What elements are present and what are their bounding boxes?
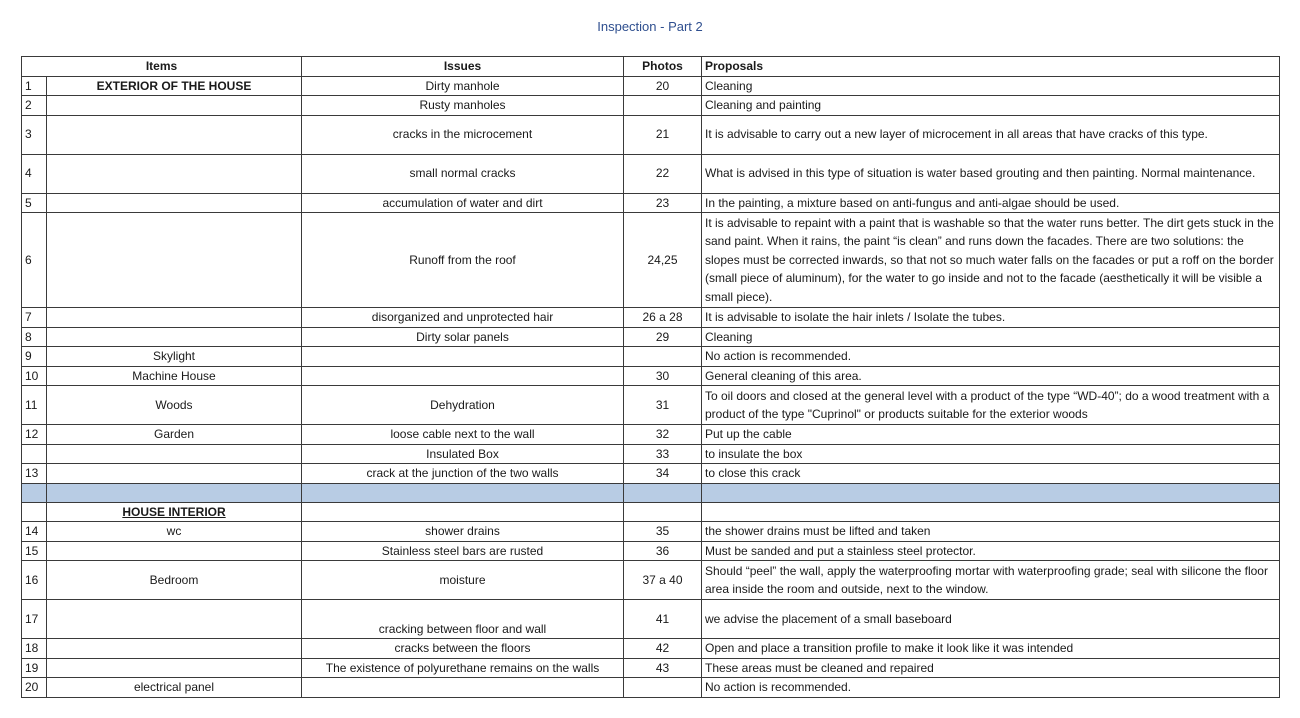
row-item <box>47 541 302 561</box>
row-item: Garden <box>47 425 302 445</box>
row-proposal: In the painting, a mixture based on anti-fungus and anti-algae should be used. <box>702 193 1280 213</box>
row-photos <box>624 502 702 522</box>
table-row <box>22 366 1280 386</box>
table-row <box>22 541 1280 561</box>
table-row <box>22 308 1280 328</box>
table-row <box>22 154 1280 193</box>
row-number: 2 <box>22 96 47 116</box>
row-issue: The existence of polyurethane remains on the walls <box>302 658 624 678</box>
row-number: 11 <box>22 386 47 425</box>
row-number: 4 <box>22 154 47 193</box>
row-photos <box>624 678 702 698</box>
row-item <box>47 658 302 678</box>
row-issue: Insulated Box <box>302 444 624 464</box>
row-item: wc <box>47 522 302 542</box>
row-photos: 22 <box>624 154 702 193</box>
row-number: 14 <box>22 522 47 542</box>
row-proposal: the shower drains must be lifted and taken <box>702 522 1280 542</box>
row-item <box>47 213 302 308</box>
row-number: 13 <box>22 464 47 484</box>
row-proposal: Open and place a transition profile to make it look like it was intended <box>702 639 1280 659</box>
row-issue: Runoff from the roof <box>302 213 624 308</box>
table-row <box>22 600 1280 639</box>
row-proposal: Must be sanded and put a stainless steel protector. <box>702 541 1280 561</box>
row-item: Skylight <box>47 347 302 367</box>
row-item <box>47 96 302 116</box>
row-proposal <box>702 483 1280 502</box>
row-photos: 34 <box>624 464 702 484</box>
row-photos: 42 <box>624 639 702 659</box>
table-row <box>22 115 1280 154</box>
row-item <box>47 464 302 484</box>
row-proposal: These areas must be cleaned and repaired <box>702 658 1280 678</box>
row-photos: 41 <box>624 600 702 639</box>
row-proposal: Cleaning <box>702 327 1280 347</box>
row-issue <box>302 347 624 367</box>
column-header-proposals: Proposals <box>702 57 1280 77</box>
row-item: EXTERIOR OF THE HOUSE <box>47 76 302 96</box>
row-issue: small normal cracks <box>302 154 624 193</box>
row-photos: 23 <box>624 193 702 213</box>
row-number: 15 <box>22 541 47 561</box>
row-issue <box>302 366 624 386</box>
table-row <box>22 213 1280 308</box>
row-photos: 30 <box>624 366 702 386</box>
table-row <box>22 327 1280 347</box>
row-item <box>47 154 302 193</box>
row-item <box>47 327 302 347</box>
row-issue: disorganized and unprotected hair <box>302 308 624 328</box>
row-number: 3 <box>22 115 47 154</box>
separator-row <box>22 483 1280 502</box>
row-photos <box>624 483 702 502</box>
row-item <box>47 639 302 659</box>
table-row <box>22 76 1280 96</box>
row-number: 9 <box>22 347 47 367</box>
row-item <box>47 115 302 154</box>
section-title-house-interior: HOUSE INTERIOR <box>47 502 302 522</box>
row-issue: accumulation of water and dirt <box>302 193 624 213</box>
row-issue: loose cable next to the wall <box>302 425 624 445</box>
row-item: Woods <box>47 386 302 425</box>
row-proposal: Should “peel” the wall, apply the waterproofing mortar with waterproofing grade; seal with silicone the floor area inside the room and outside, next to the window. <box>702 561 1280 600</box>
row-proposal <box>702 502 1280 522</box>
row-number: 6 <box>22 213 47 308</box>
row-number <box>22 502 47 522</box>
row-number: 16 <box>22 561 47 600</box>
row-proposal: we advise the placement of a small baseboard <box>702 600 1280 639</box>
section-header-row <box>22 502 1280 522</box>
row-number: 5 <box>22 193 47 213</box>
row-proposal: Put up the cable <box>702 425 1280 445</box>
row-item: Bedroom <box>47 561 302 600</box>
column-header-issues: Issues <box>302 57 624 77</box>
document-title: Inspection - Part 2 <box>597 19 703 34</box>
row-photos <box>624 347 702 367</box>
row-issue: Dirty manhole <box>302 76 624 96</box>
table-row <box>22 658 1280 678</box>
table-row <box>22 561 1280 600</box>
column-header-photos: Photos <box>624 57 702 77</box>
row-item <box>47 483 302 502</box>
inspection-table <box>21 56 1280 698</box>
row-proposal: No action is recommended. <box>702 347 1280 367</box>
row-item <box>47 444 302 464</box>
row-issue: Dehydration <box>302 386 624 425</box>
row-photos: 36 <box>624 541 702 561</box>
row-photos: 37 a 40 <box>624 561 702 600</box>
row-photos: 31 <box>624 386 702 425</box>
row-proposal: Cleaning <box>702 76 1280 96</box>
row-number: 12 <box>22 425 47 445</box>
row-number: 7 <box>22 308 47 328</box>
row-number: 20 <box>22 678 47 698</box>
row-item <box>47 600 302 639</box>
row-photos: 21 <box>624 115 702 154</box>
row-photos: 29 <box>624 327 702 347</box>
row-proposal: Cleaning and painting <box>702 96 1280 116</box>
row-issue: Dirty solar panels <box>302 327 624 347</box>
row-proposal: General cleaning of this area. <box>702 366 1280 386</box>
row-issue <box>302 502 624 522</box>
column-header-items: Items <box>22 57 302 77</box>
table-header-row <box>22 57 1280 77</box>
row-proposal: It is advisable to repaint with a paint that is washable so that the water runs better. The dirt gets stuck in the sand paint. When it rains, the paint “is clean” and runs down the facades. There are two solutions: the slopes must be corrected inwards, so that not so much water falls on the facades or put a roff on the border (small piece of aluminum), for the water to go inside and not to the facade (aesthetically it will be visible a small piece). <box>702 213 1280 308</box>
row-item: Machine House <box>47 366 302 386</box>
row-proposal: It is advisable to carry out a new layer of microcement in all areas that have cracks of this type. <box>702 115 1280 154</box>
row-number: 1 <box>22 76 47 96</box>
row-issue <box>302 678 624 698</box>
table-row <box>22 386 1280 425</box>
row-issue: Stainless steel bars are rusted <box>302 541 624 561</box>
row-proposal: to close this crack <box>702 464 1280 484</box>
row-number <box>22 483 47 502</box>
row-photos: 32 <box>624 425 702 445</box>
row-photos: 35 <box>624 522 702 542</box>
row-proposal: It is advisable to isolate the hair inlets / Isolate the tubes. <box>702 308 1280 328</box>
row-issue: Rusty manholes <box>302 96 624 116</box>
row-issue: moisture <box>302 561 624 600</box>
table-row <box>22 522 1280 542</box>
table-row <box>22 347 1280 367</box>
table-row <box>22 193 1280 213</box>
row-proposal: What is advised in this type of situation is water based grouting and then painting. Normal maintenance. <box>702 154 1280 193</box>
row-issue: cracks in the microcement <box>302 115 624 154</box>
row-photos: 26 a 28 <box>624 308 702 328</box>
row-number: 17 <box>22 600 47 639</box>
row-number: 18 <box>22 639 47 659</box>
row-proposal: to insulate the box <box>702 444 1280 464</box>
row-item: electrical panel <box>47 678 302 698</box>
table-row <box>22 96 1280 116</box>
row-number: 8 <box>22 327 47 347</box>
row-photos: 20 <box>624 76 702 96</box>
row-issue: crack at the junction of the two walls <box>302 464 624 484</box>
row-issue: cracks between the floors <box>302 639 624 659</box>
table-row <box>22 464 1280 484</box>
row-issue <box>302 483 624 502</box>
table-row <box>22 425 1280 445</box>
row-proposal: To oil doors and closed at the general level with a product of the type “WD-40”; do a wood treatment with a product of the type "Cuprinol" or products suitable for the exterior woods <box>702 386 1280 425</box>
row-number <box>22 444 47 464</box>
row-photos: 33 <box>624 444 702 464</box>
row-item <box>47 308 302 328</box>
row-issue: cracking between floor and wall <box>302 600 624 639</box>
row-photos: 24,25 <box>624 213 702 308</box>
table-row <box>22 678 1280 698</box>
row-number: 19 <box>22 658 47 678</box>
row-issue: shower drains <box>302 522 624 542</box>
row-number: 10 <box>22 366 47 386</box>
row-photos: 43 <box>624 658 702 678</box>
row-photos <box>624 96 702 116</box>
row-proposal: No action is recommended. <box>702 678 1280 698</box>
row-item <box>47 193 302 213</box>
table-row <box>22 444 1280 464</box>
table-row <box>22 639 1280 659</box>
